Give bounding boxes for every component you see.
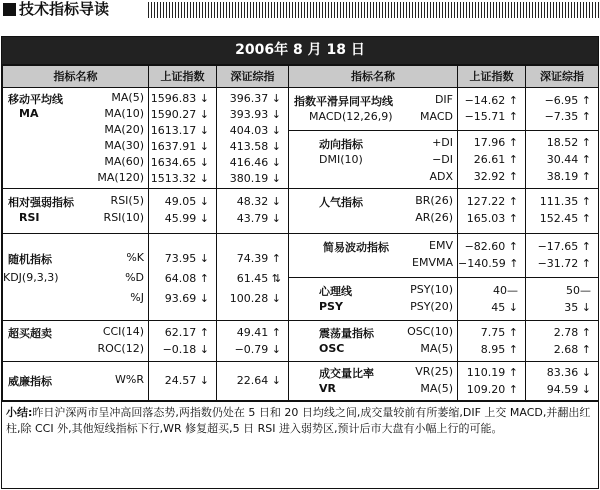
rsi-param: RSI(5): [110, 194, 144, 207]
value: −14.62 ↑: [458, 93, 518, 109]
dmi-param: +DI: [432, 136, 453, 149]
cci-sz-values: [217, 321, 289, 362]
kdj-param: %J: [130, 291, 144, 304]
dmi-sz-values: [526, 131, 599, 189]
emv-param: EMVMA: [412, 256, 453, 269]
value: 24.57 ↓: [149, 373, 209, 389]
macd-sz-values: [526, 88, 599, 131]
psy-param: PSY(20): [410, 299, 453, 313]
wr-group-name: 威廉指标: [8, 375, 52, 388]
value: 404.03 ↓: [217, 123, 281, 139]
vr-group-name: 成交量比率: [319, 367, 374, 380]
cci-sh-values: [149, 321, 217, 362]
cci-param: CCI(14): [102, 325, 144, 338]
vr-sz-values: [526, 362, 599, 401]
vr-param: MA(5): [420, 382, 453, 395]
emv-label-cell: [289, 234, 458, 278]
psy-sh-values: [458, 277, 526, 321]
ma-param: MA(120): [97, 171, 144, 184]
value: 93.69 ↓: [149, 291, 209, 311]
value: 73.95 ↓: [149, 251, 209, 271]
col-sh-left: 上证指数: [149, 66, 217, 88]
ma-param: MA(30): [104, 139, 144, 152]
ma-abbr: MA: [19, 107, 39, 120]
date-banner: 2006年 8 月 18 日: [2, 37, 598, 65]
brar-param: AR(26): [415, 211, 453, 224]
value: −31.72 ↑: [526, 256, 591, 273]
macd-param: DIF: [434, 93, 453, 106]
value: 74.39 ↑: [217, 251, 281, 271]
rsi-sz-values: [217, 189, 289, 234]
vr-label-cell: [289, 362, 458, 401]
value: 1513.32 ↓: [149, 171, 209, 187]
value: 165.03 ↑: [458, 211, 518, 228]
wr-sz-value: [217, 362, 289, 401]
value: −0.18 ↓: [149, 342, 209, 359]
value: 62.17 ↑: [149, 325, 209, 342]
osc-sh-values: [458, 321, 526, 362]
col-name-left: 指标名称: [3, 66, 149, 88]
vr-abbr: VR: [319, 382, 336, 395]
value: −0.79 ↓: [217, 342, 281, 359]
ma-sh-values: [149, 88, 217, 189]
ma-label-cell: [3, 88, 149, 189]
section-header: [0, 0, 600, 22]
osc-param: MA(5): [420, 342, 453, 355]
osc-label-cell: [289, 321, 458, 362]
dmi-label-cell: [289, 131, 458, 189]
value: 393.93 ↓: [217, 107, 281, 123]
value: 43.79 ↓: [217, 211, 281, 228]
value: 26.61 ↑: [458, 152, 518, 169]
column-header-row: [3, 66, 599, 88]
value: 48.32 ↓: [217, 194, 281, 211]
value: 64.08 ↑: [149, 271, 209, 291]
cci-label-cell: [3, 321, 149, 362]
value: 111.35 ↑: [526, 194, 591, 211]
brar-sz-values: [526, 189, 599, 234]
kdj-group-name: 随机指标: [8, 253, 52, 266]
summary-label: 小结:: [6, 406, 33, 419]
value: 1590.27 ↓: [149, 107, 209, 123]
brar-sh-values: [458, 189, 526, 234]
osc-group-name: 震荡量指标: [319, 327, 374, 340]
dmi-param: ADX: [429, 170, 453, 183]
value: 94.59 ↓: [526, 382, 591, 399]
ma-param: MA(60): [104, 155, 144, 168]
value: 1634.65 ↓: [149, 155, 209, 171]
osc-abbr: OSC: [319, 342, 345, 355]
rsi-label-cell: [3, 189, 149, 234]
vr-sh-values: [458, 362, 526, 401]
value: 1613.17 ↓: [149, 123, 209, 139]
value: −140.59 ↑: [458, 256, 518, 273]
ma-param: MA(5): [111, 91, 144, 104]
dmi-sh-values: [458, 131, 526, 189]
value: 17.96 ↑: [458, 135, 518, 152]
value: 2.68 ↑: [526, 342, 591, 359]
psy-sz-values: [526, 277, 599, 321]
col-name-right: 指标名称: [289, 66, 458, 88]
emv-sh-values: [458, 234, 526, 278]
summary-note: [2, 401, 598, 440]
value: 8.95 ↑: [458, 342, 518, 359]
value: 1637.91 ↓: [149, 139, 209, 155]
emv-sz-values: [526, 234, 599, 278]
rsi-group-name: 相对强弱指标: [8, 196, 74, 209]
wr-sh-value: [149, 362, 217, 401]
value: 380.19 ↓: [217, 171, 281, 187]
kdj-label-cell: [3, 234, 149, 321]
value: 22.64 ↓: [217, 373, 281, 389]
ma-sz-values: [217, 88, 289, 189]
indicator-table: [2, 65, 599, 401]
dmi-group-name: 动向指标: [319, 138, 363, 151]
value: 413.58 ↓: [217, 139, 281, 155]
value: −6.95 ↑: [526, 93, 591, 109]
psy-param: PSY(10): [410, 282, 453, 296]
value: −15.71 ↑: [458, 109, 518, 125]
kdj-param: %D: [125, 271, 144, 284]
cci-param: ROC(12): [97, 342, 144, 355]
value: 38.19 ↑: [526, 169, 591, 186]
dmi-sub: DMI(10): [319, 153, 363, 166]
value: 100.28 ↓: [217, 291, 281, 311]
macd-group-name: 指数平滑异同平均线: [294, 95, 393, 108]
kdj-sub: KDJ(9,3,3): [3, 271, 59, 284]
value: 45 ↓: [458, 300, 518, 317]
value: 50—: [566, 283, 591, 297]
indicator-table-box: [1, 36, 599, 489]
macd-sh-values: [458, 88, 526, 131]
value: 49.41 ↑: [217, 325, 281, 342]
vr-param: VR(25): [415, 365, 453, 378]
rsi-sh-values: [149, 189, 217, 234]
summary-text: 昨日沪深两市呈冲高回落态势,两指数仍处在 5 日和 20 日均线之间,成交量较前有所萎缩,DIF 上交 MACD,并翻出红柱,除 CCI 外,其他短线指标下行,WR 修复超买,5 日 RSI 进入弱势区,预计后市大盘有小幅上行的可能。: [6, 406, 591, 435]
rsi-abbr: RSI: [19, 211, 40, 224]
dmi-param: −DI: [432, 153, 453, 166]
wr-label-cell: [3, 362, 149, 401]
brar-group-name: 人气指标: [319, 196, 363, 209]
wr-param: W%R: [115, 373, 144, 386]
value: 7.75 ↑: [458, 325, 518, 342]
psy-label-cell: [289, 277, 458, 321]
value: 127.22 ↑: [458, 194, 518, 211]
brar-param: BR(26): [415, 194, 453, 207]
emv-param: EMV: [429, 239, 453, 252]
brar-label-cell: [289, 189, 458, 234]
value: 32.92 ↑: [458, 169, 518, 186]
macd-param: MACD(12,26,9): [309, 110, 393, 123]
value: 110.19 ↑: [458, 365, 518, 382]
osc-param: OSC(10): [407, 325, 453, 338]
value: 416.46 ↓: [217, 155, 281, 171]
psy-group-name: 心理线: [319, 284, 352, 298]
value: 2.78 ↑: [526, 325, 591, 342]
value: 49.05 ↓: [149, 194, 209, 211]
macd-param: MACD: [420, 110, 453, 123]
value: −17.65 ↑: [526, 239, 591, 256]
psy-abbr: PSY: [319, 299, 343, 313]
value: 109.20 ↑: [458, 382, 518, 399]
value: 1596.83 ↓: [149, 91, 209, 107]
cci-group-name: 超买超卖: [8, 327, 52, 340]
kdj-param: %K: [126, 251, 144, 264]
emv-group-name: 简易波动指标: [323, 241, 389, 254]
table-row: [3, 189, 599, 234]
value: 61.45 ⇅: [217, 271, 281, 291]
table-row: [3, 88, 599, 131]
section-title: 技术指标导读: [19, 0, 110, 18]
table-row: [3, 362, 599, 401]
value: −7.35 ↑: [526, 109, 591, 125]
col-sz-left: 深证综指: [217, 66, 289, 88]
ma-param: MA(10): [104, 107, 144, 120]
col-sh-right: 上证指数: [458, 66, 526, 88]
value: 396.37 ↓: [217, 91, 281, 107]
header-stripe-bar: [148, 2, 600, 18]
table-row: [3, 321, 599, 362]
value: 40—: [493, 283, 518, 297]
value: 45.99 ↓: [149, 211, 209, 228]
value: 83.36 ↓: [526, 365, 591, 382]
ma-group-name: 移动平均线: [8, 93, 63, 106]
value: 152.45 ↑: [526, 211, 591, 228]
rsi-param: RSI(10): [103, 211, 144, 224]
header-square-icon: [3, 3, 16, 16]
value: 30.44 ↑: [526, 152, 591, 169]
table-row: [3, 234, 599, 278]
ma-param: MA(20): [104, 123, 144, 136]
kdj-sz-values: [217, 234, 289, 321]
col-sz-right: 深证综指: [526, 66, 599, 88]
value: −82.60 ↑: [458, 239, 518, 256]
macd-label-cell: [289, 88, 458, 131]
value: 18.52 ↑: [526, 135, 591, 152]
value: 35 ↓: [526, 300, 591, 317]
kdj-sh-values: [149, 234, 217, 321]
osc-sz-values: [526, 321, 599, 362]
